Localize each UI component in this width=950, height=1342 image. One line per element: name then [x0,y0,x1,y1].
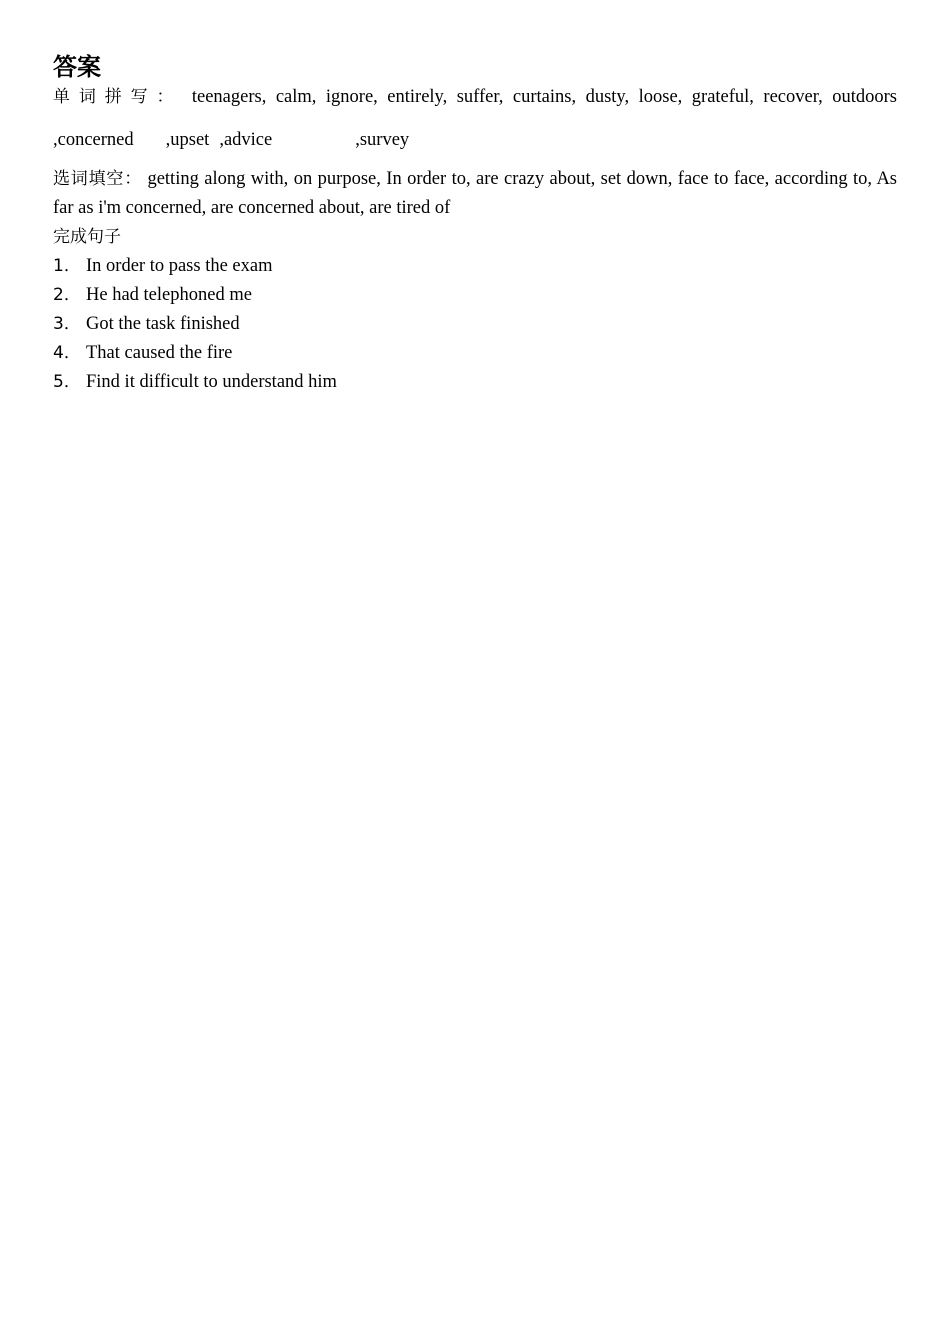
item-text: Find it difficult to understand him [86,372,337,392]
item-number: 4． [53,343,81,363]
item-text: Got the task finished [86,314,240,334]
spelling-words-line2 [53,127,897,153]
item-text: In order to pass the exam [86,256,273,276]
list-item [53,310,897,339]
sentences-label: 完成句子 [53,227,121,247]
fill-in-label: 选词填空： [53,169,143,189]
fill-in-answers: getting along with, on purpose, In order to, are crazy about, set down, face to face, according to, As far as i'm concerned, are concerned about, are tired of [53,169,898,218]
spelling-section [53,84,897,110]
answer-page [53,50,897,397]
fill-in-section [53,165,897,223]
spelling-word: ,concerned [53,130,134,150]
spelling-label: 单词拼写： [53,87,183,107]
spelling-word: ,advice [219,130,273,150]
list-item [53,281,897,310]
list-item [53,339,897,368]
item-text: He had telephoned me [86,285,252,305]
item-number: 2． [53,285,81,305]
item-number: 1． [53,256,81,276]
list-item [53,252,897,281]
sentences-section [53,223,897,397]
page-title: 答案 [53,53,101,81]
item-number: 5． [53,372,81,392]
spelling-word: ,upset [165,130,210,150]
item-text: That caused the fire [86,343,233,363]
spelling-words-line1: teenagers, calm, ignore, entirely, suffer, curtains, dusty, loose, grateful, recover, outdoors [191,87,898,107]
item-number: 3． [53,314,81,334]
spelling-word: ,survey [355,130,410,150]
list-item [53,368,897,397]
